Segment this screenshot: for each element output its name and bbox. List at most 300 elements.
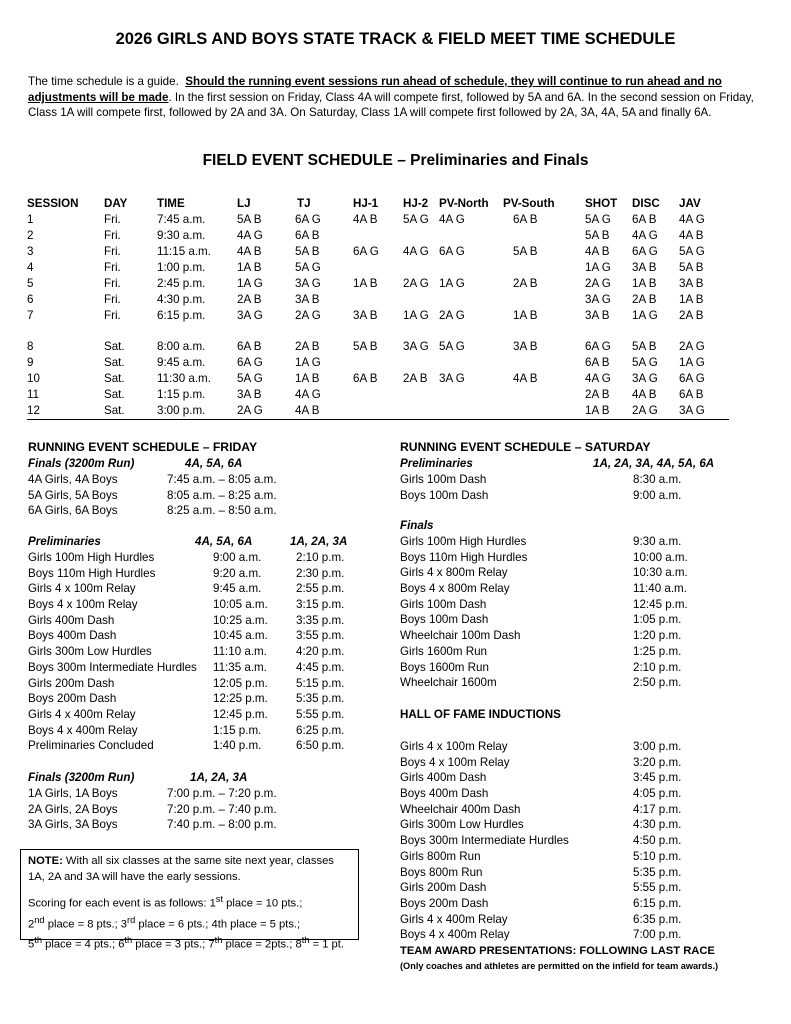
field-cell: 2A B [632,293,657,306]
field-header-row [27,196,729,212]
field-cell: 1A B [632,277,657,290]
event-time: 11:10 a.m. [213,645,267,659]
field-row [27,292,729,308]
schedule-row [400,896,682,912]
event-time: 7:00 p.m. [633,928,682,942]
friday-finals2-label: Finals (3200m Run) [28,771,135,784]
field-cell: 3A B [632,261,657,274]
field-cell: 3A G [632,372,658,385]
field-cell: 6:15 p.m. [157,309,206,322]
field-cell [439,260,503,276]
field-header-pv-south: PV-South [503,197,555,210]
event-time: 10:25 a.m. [213,613,268,627]
event-time: 4:20 p.m. [296,645,345,659]
field-header-day: DAY [104,197,128,210]
field-cell: 1A B [679,293,704,306]
field-cell: 5A B [295,245,320,258]
field-cell: 2A G [403,277,429,290]
schedule-row [28,660,345,676]
schedule-row [400,786,682,802]
event-time: 2:55 p.m. [296,582,345,596]
event-time: 2:30 p.m. [296,566,345,580]
event-name: Boys 1600m Run [400,660,489,674]
event-name: Boys 100m Dash [400,488,489,502]
field-cell: 1A G [632,309,658,322]
event-name: Wheelchair 100m Dash [400,629,521,643]
schedule-row [400,644,682,660]
field-cell: 9 [27,356,34,369]
field-cell: 4A G [632,229,658,242]
event-time: 12:25 p.m. [213,692,268,706]
schedule-row [400,675,682,691]
event-time: 6:25 p.m. [296,723,345,737]
intro-rest: . In the first session on Friday, Class 4A will compete first, followed by 5A and 6A. In the second session on Friday, Class 1A will compete first, followed by 2A and 3A. On Saturday, Class 1A will compete first followed by 2A, 3A, 4A, 5A and finally 6A. [28,90,754,120]
field-cell: 6A G [353,245,379,258]
field-cell: 5A G [585,213,611,226]
event-time: 10:05 a.m. [213,598,268,612]
event-name: Girls 1600m Run [400,644,487,658]
field-row [27,260,729,276]
schedule-row [28,628,345,644]
field-cell [353,387,403,403]
event-time: 10:30 a.m. [633,566,688,580]
field-cell: 2A B [513,277,538,290]
schedule-row [28,566,345,582]
event-name: Boys 110m High Hurdles [28,566,156,580]
field-cell: 3A G [295,277,321,290]
event-name: Preliminaries Concluded [28,739,154,753]
event-name: Boys 4 x 800m Relay [400,582,510,596]
field-cell: 5A G [237,372,263,385]
field-cell: 6A B [632,213,657,226]
field-header-pv-north: PV-North [439,197,489,210]
field-header-time: TIME [157,197,185,210]
field-cell: Fri. [104,293,121,306]
field-cell: 2 [27,229,34,242]
event-time: 4:05 p.m. [633,787,682,801]
event-time: 12:45 p.m. [213,707,268,721]
saturday-finals-label: Finals [400,519,434,532]
event-name: Girls 4 x 100m Relay [400,740,508,753]
schedule-row [28,613,345,629]
event-time: 1:15 p.m. [213,723,262,737]
field-cell: 1A G [439,277,465,290]
event-name: 3A Girls, 3A Boys [28,818,118,832]
schedule-row [400,628,682,644]
field-cell: 4A G [237,229,263,242]
event-name: Girls 100m Dash [400,473,487,486]
field-cell: 5A G [439,340,465,353]
friday-title: RUNNING EVENT SCHEDULE – FRIDAY [28,440,258,454]
event-time: 2:50 p.m. [633,676,682,690]
event-time: 7:45 a.m. – 8:05 a.m. [167,473,277,486]
event-time: 3:00 p.m. [633,740,682,753]
event-time: 9:45 a.m. [213,582,262,596]
schedule-row [400,534,682,550]
field-cell: 5A G [403,213,429,226]
field-cell: 4A G [585,372,611,385]
event-time: 2:10 p.m. [296,551,345,564]
event-name: Girls 100m High Hurdles [400,535,527,548]
field-cell: 7:45 a.m. [157,213,206,226]
field-cell: 2A G [679,340,705,353]
field-cell: 1A B [585,403,632,420]
field-cell [503,355,585,371]
field-cell: Sat. [104,356,125,369]
field-row [27,276,729,292]
schedule-row [400,770,682,786]
schedule-row [28,786,277,802]
field-cell: 2A B [295,340,320,353]
event-time: 11:40 a.m. [633,582,687,596]
field-cell: 4A B [679,229,704,242]
field-header-shot: SHOT [585,197,618,210]
field-cell [403,292,439,308]
field-schedule-title: FIELD EVENT SCHEDULE – Preliminaries and Finals [202,152,589,169]
schedule-row [400,927,682,943]
event-time: 6:35 p.m. [633,912,682,926]
field-cell: Sat. [104,388,125,401]
field-cell: 5A G [632,356,658,369]
field-cell: 4A B [237,245,262,258]
field-cell: 4A G [679,213,705,226]
event-time: 4:17 p.m. [633,802,682,816]
field-cell: 2A G [585,277,611,290]
hall-of-fame-heading: HALL OF FAME INDUCTIONS [400,708,561,721]
saturday-prelims-list [400,472,682,503]
field-cell: 4A B [632,388,657,401]
schedule-row [400,565,688,581]
event-name: Girls 100m Dash [400,597,487,611]
field-cell [439,387,503,403]
field-cell: 11:15 a.m. [157,245,211,258]
field-cell [353,403,403,420]
event-time: 3:55 p.m. [296,629,345,643]
field-cell: 5A B [237,213,262,226]
event-time: 5:10 p.m. [633,849,682,863]
field-cell [503,387,585,403]
event-time: 1:05 p.m. [633,613,682,627]
field-row [27,371,729,387]
event-name: Girls 200m Dash [400,881,487,895]
event-name: Girls 4 x 400m Relay [28,707,136,721]
field-cell: 6A B [513,213,538,226]
schedule-row [400,833,682,849]
field-cell: 4A B [295,403,353,420]
schedule-row [28,707,345,723]
event-name: Boys 200m Dash [400,896,489,910]
field-cell [353,292,403,308]
friday-finals1-classes: 4A, 5A, 6A [185,457,243,470]
event-time: 3:35 p.m. [296,613,345,627]
schedule-row [28,581,345,597]
field-cell: Fri. [104,277,121,290]
schedule-row [28,472,277,488]
field-cell: 1A B [295,372,320,385]
field-cell [439,228,503,244]
field-cell: 1A B [513,309,538,322]
event-time: 7:00 p.m. – 7:20 p.m. [167,787,277,800]
field-cell: 2A B [679,309,704,322]
field-cell: 3A G [679,403,729,420]
friday-finals1-list [28,472,277,519]
event-time: 8:05 a.m. – 8:25 a.m. [167,488,277,502]
field-cell: 5A G [679,245,705,258]
event-name: Boys 100m Dash [400,613,489,627]
event-name: Wheelchair 400m Dash [400,802,521,816]
field-cell: 6A B [585,356,610,369]
event-name: Girls 4 x 800m Relay [400,566,508,580]
schedule-row [400,550,688,566]
schedule-row [28,676,345,692]
field-header-session: SESSION [27,197,79,210]
field-cell: 1:00 p.m. [157,261,206,274]
team-award-heading: TEAM AWARD PRESENTATIONS: FOLLOWING LAST RACE [400,945,715,957]
field-cell: 6A B [679,388,704,401]
schedule-row [400,755,682,771]
field-cell [403,403,439,420]
field-cell: Fri. [104,229,121,242]
field-cell [403,355,439,371]
field-cell: 6A G [237,356,263,369]
field-cell: 3A G [585,293,611,306]
field-cell: Fri. [104,261,121,274]
field-cell: 3A B [295,293,320,306]
event-name: Girls 400m Dash [400,771,487,785]
field-cell: 3A B [513,340,538,353]
field-cell: Fri. [104,213,121,226]
field-cell: 3A B [585,309,610,322]
event-time: 3:15 p.m. [296,598,345,612]
event-time: 4:30 p.m. [633,818,682,832]
field-cell [353,260,403,276]
field-cell: 1A G [403,309,429,322]
field-cell: 2A G [439,309,465,322]
event-name: 5A Girls, 5A Boys [28,488,118,502]
field-cell: 4A B [513,372,538,385]
event-time: 5:35 p.m. [633,865,682,879]
field-body [27,212,729,420]
event-time: 1:20 p.m. [633,629,682,643]
event-name: Boys 400m Dash [400,787,489,801]
scoring-line-1: Scoring for each event is as follows: 1st place = 10 pts.; [28,894,303,910]
field-cell: 6 [27,293,34,306]
field-cell: 5A B [585,229,610,242]
saturday-title: RUNNING EVENT SCHEDULE – SATURDAY [400,440,651,454]
schedule-row [28,503,277,519]
event-time: 5:15 p.m. [296,676,345,690]
field-cell [353,355,403,371]
field-cell [353,228,403,244]
field-cell: 5A B [513,245,538,258]
field-cell [503,228,585,244]
field-cell: 5 [27,277,34,290]
schedule-row [400,612,682,628]
schedule-row [400,880,682,896]
field-cell: 4:30 p.m. [157,293,206,306]
schedule-row [400,817,682,833]
event-name: Boys 110m High Hurdles [400,550,528,564]
event-time: 12:45 p.m. [633,597,688,611]
field-header-hj-2: HJ-2 [403,197,429,210]
team-award-note: (Only coaches and athletes are permitted on the infield for team awards.) [400,961,719,971]
friday-prelims-list [28,550,345,754]
event-time: 9:00 a.m. [633,488,682,502]
field-cell: 1:15 p.m. [157,388,206,401]
field-row [27,228,729,244]
field-row [27,355,729,371]
field-cell [503,403,585,420]
field-cell: 8:00 a.m. [157,340,206,353]
event-time: 5:55 p.m. [633,881,682,895]
event-name: Boys 4 x 100m Relay [28,598,138,612]
scoring-line-2: 2nd place = 8 pts.; 3rd place = 6 pts.; 4th place = 5 pts.; [28,914,301,931]
field-cell: 7 [27,309,34,322]
event-time: 8:30 a.m. [633,473,682,486]
schedule-row [28,802,277,818]
field-cell: 5A B [679,261,704,274]
event-time: 3:45 p.m. [633,771,682,785]
scoring-line-3: 5th place = 4 pts.; 6th place = 3 pts.; 7th place = 2pts.; 8th = 1 pt. [28,934,344,951]
friday-prelims-label: Preliminaries [28,535,101,548]
schedule-row [400,739,682,755]
field-cell: 12 [27,403,104,420]
field-cell: 2A G [295,309,321,322]
field-cell: 6A G [632,245,658,258]
field-cell [403,260,439,276]
field-cell: Sat. [104,372,125,385]
event-name: 2A Girls, 2A Boys [28,802,118,816]
schedule-row [400,865,682,881]
schedule-row [28,691,345,707]
event-name: Boys 800m Run [400,865,483,879]
schedule-row [400,597,688,613]
schedule-row [400,849,682,865]
schedule-row [28,488,277,504]
schedule-row [28,597,345,613]
event-time: 5:35 p.m. [296,692,345,706]
schedule-row [28,644,345,660]
event-time: 1:40 p.m. [213,739,262,753]
field-cell: Fri. [104,309,121,322]
event-time: 10:00 a.m. [633,550,688,564]
event-time: 4:45 p.m. [296,660,345,674]
field-header-tj: TJ [297,197,311,210]
event-time: 12:05 p.m. [213,676,268,690]
field-cell [439,403,503,420]
field-cell: 5A G [295,261,321,274]
event-time: 3:20 p.m. [633,755,682,769]
field-row [27,212,729,228]
field-cell: 1A G [295,356,321,369]
field-cell [503,260,585,276]
field-cell: 2A G [237,403,295,420]
event-name: Girls 400m Dash [28,613,115,627]
field-cell: 4A B [353,213,378,226]
note-text: NOTE: With all six classes at the same site next year, classes 1A, 2A and 3A will have the early sessions. [28,855,334,883]
field-cell: 5A B [353,340,378,353]
field-row [27,244,729,260]
field-cell: 2A B [585,388,610,401]
field-cell: 3A B [353,309,378,322]
field-header-jav: JAV [679,197,701,210]
schedule-row [28,723,345,739]
field-cell: 3A G [237,309,263,322]
friday-prelims-col2: 1A, 2A, 3A [290,535,348,548]
event-name: 4A Girls, 4A Boys [28,473,118,486]
field-row [27,308,729,324]
event-name: Boys 300m Intermediate Hurdles [28,660,197,674]
event-name: Girls 300m Low Hurdles [28,645,152,659]
field-cell: 3A B [679,277,704,290]
field-cell: 9:30 a.m. [157,229,206,242]
field-cell: 4A B [585,245,610,258]
schedule-row [28,738,345,754]
event-name: Girls 100m High Hurdles [28,551,155,564]
schedule-row [400,660,682,676]
event-name: Girls 4 x 400m Relay [400,912,508,926]
field-cell: 11:30 a.m. [157,372,211,385]
field-cell: 2:45 p.m. [157,277,206,290]
field-event-table [27,196,729,420]
event-time: 5:55 p.m. [296,707,345,721]
schedule-row [400,472,682,488]
event-name: 1A Girls, 1A Boys [28,787,118,800]
schedule-row [400,912,682,928]
field-row [27,387,729,403]
schedule-row [28,550,345,566]
field-cell: 1A B [237,261,262,274]
event-time: 9:20 a.m. [213,566,262,580]
field-cell: Sat. [104,340,125,353]
event-name: Boys 4 x 400m Relay [400,928,510,942]
field-header-lj: LJ [237,197,251,210]
saturday-later-list [400,739,682,943]
field-cell: 6A G [439,245,465,258]
field-row [27,339,729,355]
event-time: 2:10 p.m. [633,660,682,674]
field-cell: 9:45 a.m. [157,356,206,369]
field-cell: 5A B [632,340,657,353]
event-name: Boys 4 x 400m Relay [28,723,138,737]
field-cell: 3A G [403,340,429,353]
friday-prelims-col1: 4A, 5A, 6A [195,535,253,548]
event-name: Boys 300m Intermediate Hurdles [400,834,569,848]
friday-finals2-classes: 1A, 2A, 3A [190,771,248,784]
field-gap-row [27,324,729,339]
field-cell: 6A G [679,372,705,385]
field-cell: 1 [27,213,34,226]
field-cell: 6A B [353,372,378,385]
event-name: Boys 200m Dash [28,692,117,706]
field-cell: 6A G [295,213,321,226]
field-cell: 4A G [295,388,321,401]
event-name: Girls 200m Dash [28,676,115,690]
event-time: 9:30 a.m. [633,535,682,548]
event-time: 6:15 p.m. [633,896,682,910]
field-cell [403,228,439,244]
field-cell: 8 [27,340,34,353]
note-box [20,849,359,951]
field-cell: 10 [27,372,40,385]
field-cell: 4 [27,261,34,274]
field-cell: 2A B [403,372,428,385]
field-header-disc: DISC [632,197,660,210]
event-time: 1:25 p.m. [633,644,682,658]
friday-finals1-label: Finals (3200m Run) [28,457,135,470]
intro-emphasis: Should the running event sessions run ahead of schedule, they will continue to run ahead and no adjustments will be made [28,75,722,104]
field-cell: 3A B [237,388,262,401]
